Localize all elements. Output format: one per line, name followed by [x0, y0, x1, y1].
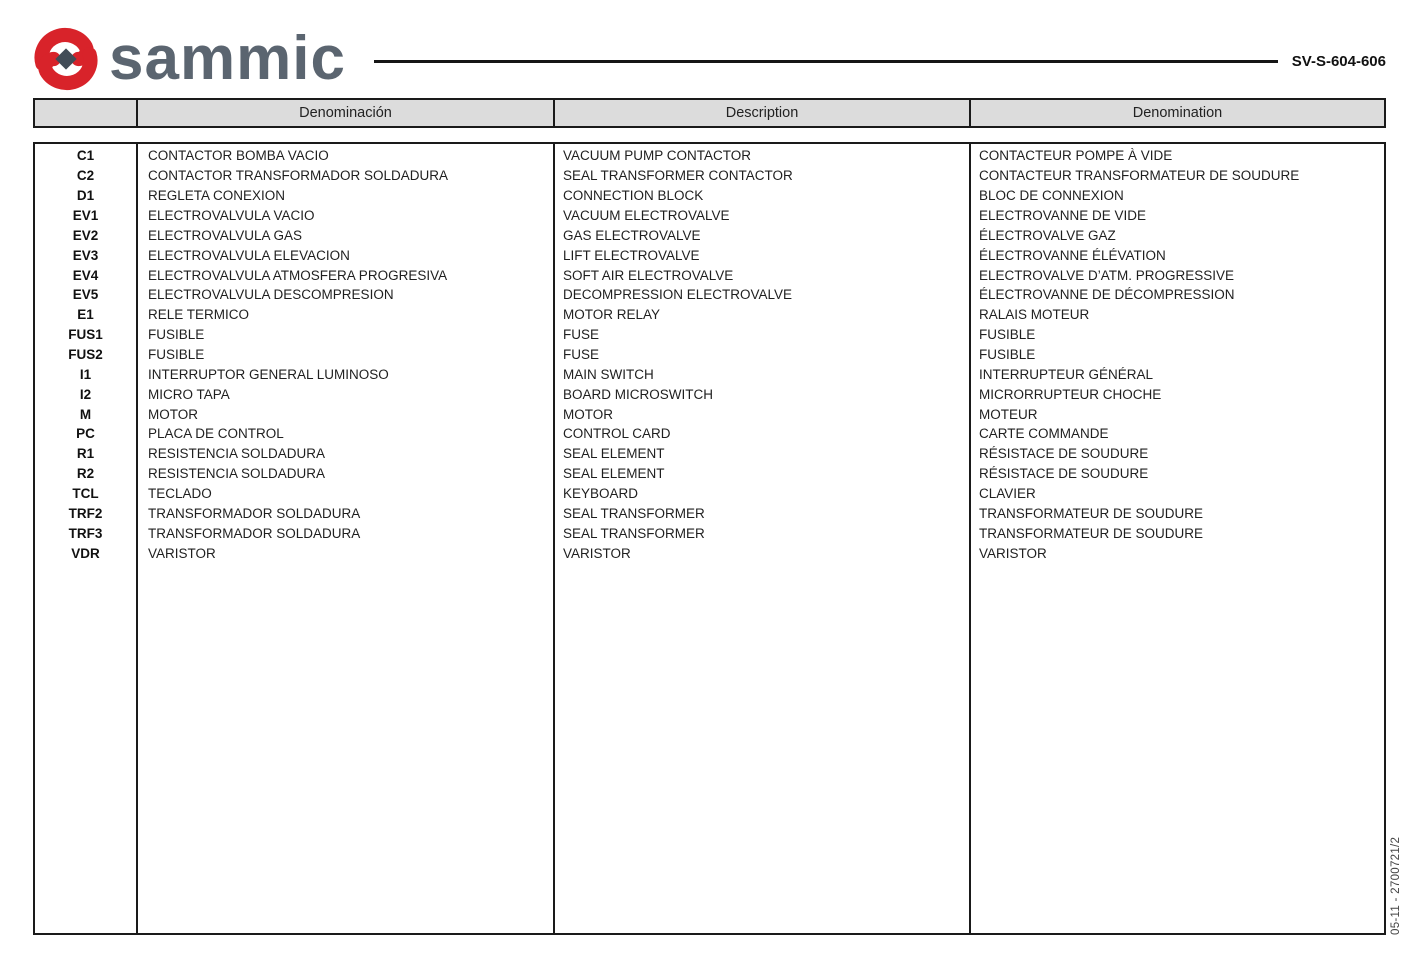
cell-description: VACUUM ELECTROVALVE [563, 208, 730, 223]
cell-description: SEAL ELEMENT [563, 446, 665, 462]
cell-denominacion: INTERRUPTOR GENERAL LUMINOSO [148, 366, 389, 382]
table-row [35, 345, 1384, 365]
cell-description: LIFT ELECTROVALVE [563, 247, 700, 263]
table-row [35, 384, 1384, 404]
cell-denominacion: MICRO TAPA [148, 386, 230, 402]
cell-denomination: ÉLECTROVANNE DE DÉCOMPRESSION [979, 287, 1235, 303]
cell-description: CONNECTION BLOCK [563, 188, 704, 204]
table-row [35, 245, 1384, 265]
cell-denominacion: CONTACTOR TRANSFORMADOR SOLDADURA [148, 168, 449, 184]
cell-denomination: CLAVIER [979, 486, 1036, 502]
cell-denominacion: RELE TERMICO [148, 307, 250, 323]
table-row [35, 523, 1384, 543]
cell-code: PC [76, 426, 95, 442]
table-row [35, 464, 1384, 484]
table-row [35, 404, 1384, 424]
cell-code: I1 [79, 366, 92, 382]
cell-description: DECOMPRESSION ELECTROVALVE [563, 287, 793, 303]
cell-description: MOTOR RELAY [563, 307, 661, 323]
cell-denomination: ELECTROVANNE DE VIDE [979, 208, 1147, 223]
cell-denomination: TRANSFORMATEUR DE SOUDURE [979, 505, 1204, 521]
cell-denomination: INTERRUPTEUR GÉNÉRAL [979, 366, 1154, 382]
table-row [35, 225, 1384, 245]
cell-denomination: RÉSISTACE DE SOUDURE [979, 446, 1149, 462]
table-header-row [33, 98, 1386, 128]
cell-denominacion: TECLADO [148, 486, 212, 502]
cell-code: M [79, 406, 92, 422]
cell-code: C2 [76, 168, 95, 184]
cell-description: MOTOR [563, 406, 613, 422]
cell-code: C1 [76, 148, 95, 164]
cell-denomination: RÉSISTACE DE SOUDURE [979, 466, 1149, 482]
cell-code: TRF2 [68, 505, 103, 521]
cell-description: GAS ELECTROVALVE [563, 227, 701, 243]
cell-denominacion: RESISTENCIA SOLDADURA [148, 466, 326, 482]
cell-description: SOFT AIR ELECTROVALVE [563, 267, 734, 283]
cell-denomination: TRANSFORMATEUR DE SOUDURE [979, 525, 1204, 541]
model-number: SV-S-604-606 [1291, 52, 1386, 70]
table-row [35, 543, 1384, 563]
document-reference: 05-11 - 2700721/2 [1390, 836, 1402, 935]
cell-denomination: CARTE COMMANDE [979, 426, 1109, 442]
table-row [35, 424, 1384, 444]
header-divider-line [374, 60, 1278, 63]
cell-description: KEYBOARD [563, 486, 639, 502]
column-header-denomination: Denomination [969, 100, 1384, 126]
cell-code: EV1 [72, 208, 99, 223]
cell-denominacion: ELECTROVALVULA ATMOSFERA PROGRESIVA [148, 267, 448, 283]
cell-denominacion: ELECTROVALVULA ELEVACION [148, 247, 350, 263]
cell-denomination: MOTEUR [979, 406, 1038, 422]
table-row [35, 305, 1384, 325]
cell-denominacion: PLACA DE CONTROL [148, 426, 284, 442]
cell-description: BOARD MICROSWITCH [563, 386, 713, 402]
table-row [35, 503, 1384, 523]
cell-code: EV3 [72, 247, 99, 263]
cell-code: FUS1 [68, 327, 103, 343]
table-row [35, 206, 1384, 226]
cell-denomination: FUSIBLE [979, 347, 1036, 363]
cell-description: FUSE [563, 327, 600, 343]
cell-code: EV2 [72, 227, 99, 243]
column-header-denominacion: Denominación [136, 100, 553, 126]
cell-description: SEAL ELEMENT [563, 466, 665, 482]
cell-denomination: BLOC DE CONNEXION [979, 188, 1124, 204]
table-row [35, 484, 1384, 504]
cell-code: TCL [72, 486, 99, 502]
table-row [35, 186, 1384, 206]
cell-denomination: ELECTROVALVE D’ATM. PROGRESSIVE [979, 267, 1235, 283]
table-row [35, 364, 1384, 384]
cell-description: VACUUM PUMP CONTACTOR [563, 148, 752, 164]
table-rows [35, 146, 1384, 933]
cell-denominacion: VARISTOR [148, 545, 216, 561]
table-row [35, 265, 1384, 285]
cell-denominacion: REGLETA CONEXION [148, 188, 286, 204]
cell-description: MAIN SWITCH [563, 366, 654, 382]
table-row [35, 146, 1384, 166]
cell-denominacion: FUSIBLE [148, 327, 205, 343]
cell-code: I2 [79, 386, 92, 402]
cell-code: TRF3 [68, 525, 103, 541]
column-header-description: Description [553, 100, 969, 126]
cell-denomination: FUSIBLE [979, 327, 1036, 343]
table-row [35, 285, 1384, 305]
cell-description: VARISTOR [563, 545, 631, 561]
cell-denominacion: ELECTROVALVULA DESCOMPRESION [148, 287, 394, 303]
table-row [35, 325, 1384, 345]
cell-denomination: VARISTOR [979, 545, 1047, 561]
cell-denomination: CONTACTEUR TRANSFORMATEUR DE SOUDURE [979, 168, 1300, 184]
cell-denomination: ÉLECTROVALVE GAZ [979, 227, 1116, 243]
cell-denominacion: MOTOR [148, 406, 198, 422]
cell-code: D1 [76, 188, 95, 204]
cell-code: EV5 [72, 287, 99, 303]
cell-denominacion: ELECTROVALVULA VACIO [148, 208, 315, 223]
cell-denominacion: TRANSFORMADOR SOLDADURA [148, 525, 361, 541]
cell-description: CONTROL CARD [563, 426, 671, 442]
brand-wordmark: sammic [109, 24, 346, 93]
sammic-logo-icon [33, 26, 99, 97]
cell-denomination: CONTACTEUR POMPE À VIDE [979, 148, 1173, 164]
cell-denomination: MICRORRUPTEUR CHOCHE [979, 386, 1162, 402]
cell-denominacion: FUSIBLE [148, 347, 205, 363]
cell-denomination: ÉLECTROVANNE ÉLÉVATION [979, 247, 1166, 263]
cell-denominacion: TRANSFORMADOR SOLDADURA [148, 505, 361, 521]
cell-code: R2 [76, 466, 95, 482]
cell-description: FUSE [563, 347, 600, 363]
cell-denomination: RALAIS MOTEUR [979, 307, 1090, 323]
cell-denominacion: CONTACTOR BOMBA VACIO [148, 148, 329, 164]
components-table [33, 142, 1386, 935]
cell-description: SEAL TRANSFORMER [563, 505, 705, 521]
cell-code: R1 [76, 446, 95, 462]
table-row [35, 166, 1384, 186]
cell-description: SEAL TRANSFORMER CONTACTOR [563, 168, 793, 184]
cell-description: SEAL TRANSFORMER [563, 525, 705, 541]
column-header-code [35, 100, 136, 126]
cell-denominacion: RESISTENCIA SOLDADURA [148, 446, 326, 462]
cell-code: VDR [71, 545, 100, 561]
cell-code: EV4 [72, 267, 99, 283]
cell-code: FUS2 [68, 347, 103, 363]
table-row [35, 444, 1384, 464]
cell-code: E1 [77, 307, 94, 323]
cell-denominacion: ELECTROVALVULA GAS [148, 227, 303, 243]
page-header [33, 26, 1386, 96]
